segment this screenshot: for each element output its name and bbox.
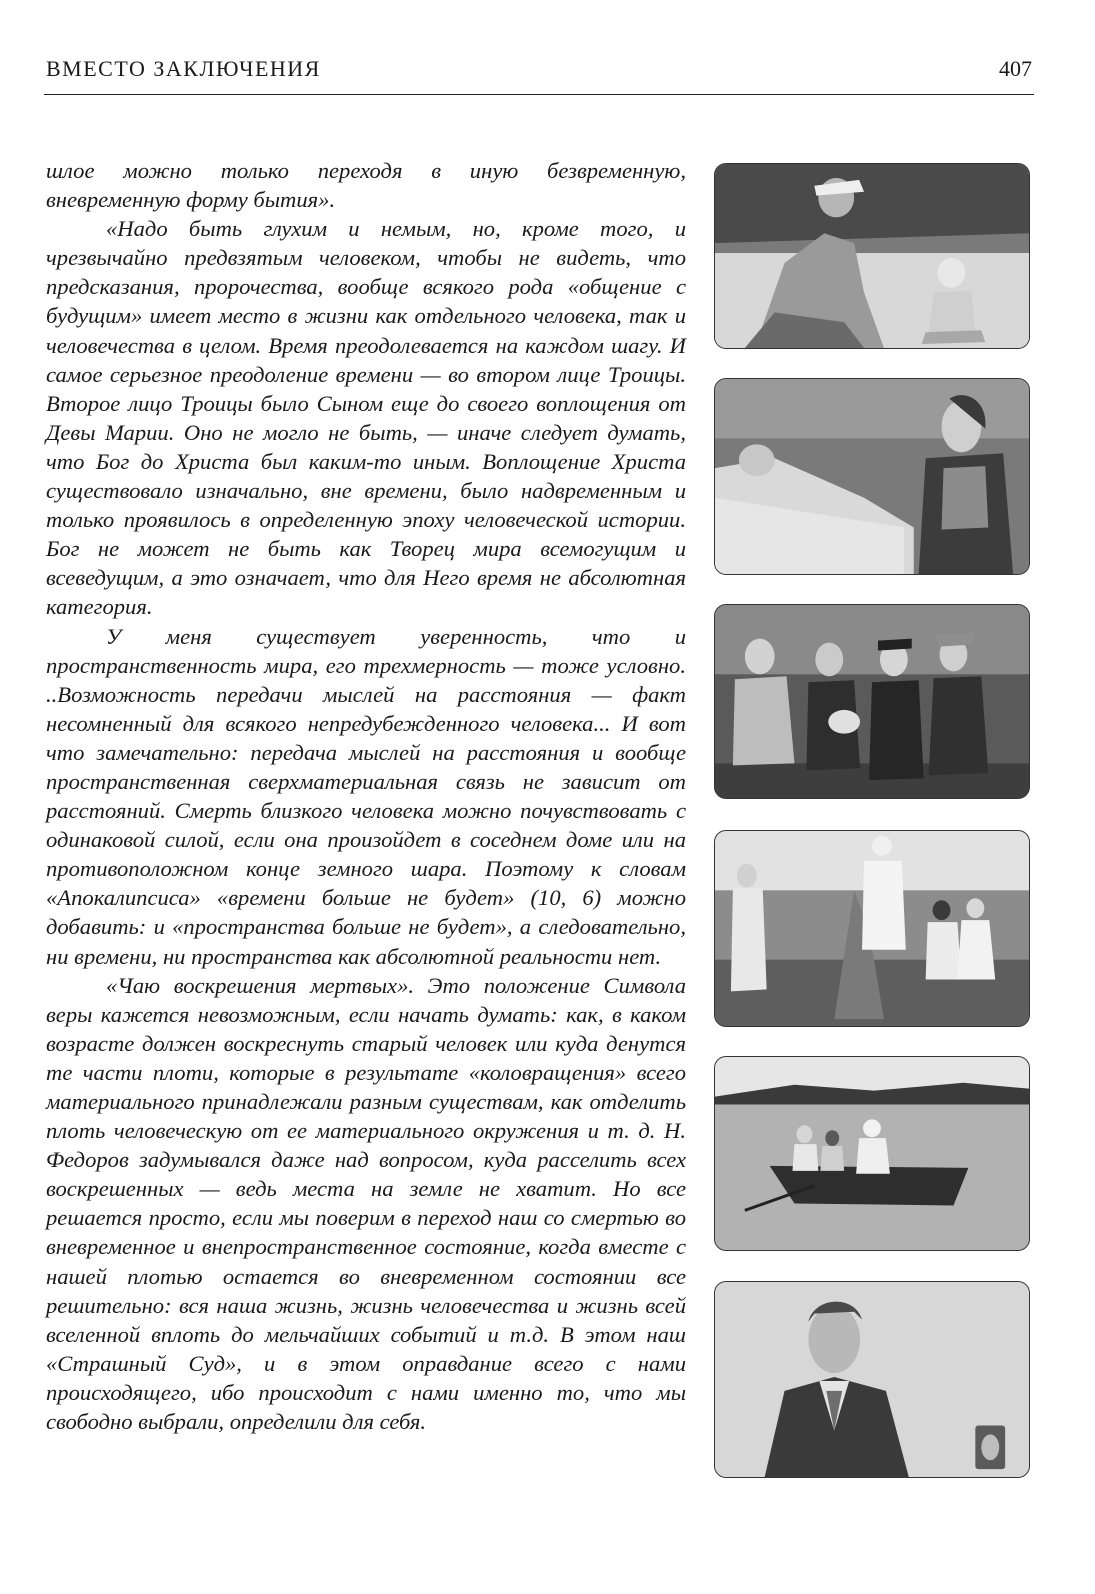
body-text	[46, 156, 686, 1436]
chapter-title: ВМЕСТО ЗАКЛЮЧЕНИЯ	[46, 56, 321, 81]
paragraph: «Надо быть глухим и немым, но, кроме того, и чрезвычайно предвзятым человеком, чтобы не видеть, что предсказания, пророчества, вообще всякого рода «общение с будущим» имеет место в жизни как отдельного человека, так и человечества в целом. Время преодолевается на каждом шагу. И самое серьезное преодоление времени — во втором лице Троицы. Второе лицо Троицы было Сыном еще до своего воплощения от Девы Марии. Оно не могло не быть, — иначе следует думать, что Бог до Христа был каким-то иным. Воплощение Христа существовало изначально, вне времени, было надвременным и только проявилось в определенную эпоху человеческой истории. Бог не может не быть как Творец мира всемогущим и всеведущим, а это означает, что для Него время не абсолютная категория.	[46, 216, 686, 620]
photo-family-sandcastle-on-shore	[714, 830, 1030, 1027]
paragraph: У меня существует уверенность, что и пространственность мира, его трехмерность — тоже условно. ..Возможность передачи мыслей на расстояния — факт несомненный для всякого непредубежденного человека... И вот что замечательно: передача мыслей на расстояния и вообще пространственная сверхматериальная связь не зависит от расстояний. Смерть близкого человека можно почувствовать с одинаковой силой, если она произойдет в соседнем доме или на противоположном конце земного шара. Поэтому к словам «Апокалипсиса» «времени больше не будет» (10, 6) можно добавить: и «пространства больше не будет», а следовательно, ни времени, ни пространства как абсолютной реальности нет.	[46, 623, 686, 969]
photo-man-and-child-on-beach	[714, 163, 1030, 349]
running-header	[44, 54, 1034, 95]
paragraph: «Чаю воскрешения мертвых». Это положение Символа веры кажется невозможным, если начать думать: как, в каком возрасте должен воскреснуть старый человек или куда денутся те части плоти, которые в результате «коловращения» всего материального принадлежали разным существам, как отделить плоть человеческую от ее материального окружения и т. д. Н. Федоров задумывался даже над вопросом, куда расселить всех воскрешенных — ведь места на земле не хватит. Но все решается просто, если мы поверим в переход наш со смертью во вневременное и внепространственное состояние, когда вместе с нашей плотью остается во вневременном состоянии все решительно: вся наша жизнь, жизнь человечества и жизнь всей вселенной вплоть до мельчайших событий и т.д. В этом наш «Страшный Суд», и в этом оправдание всего с нами происходящего, ибо происходит с нами именно то, что мы свободно выбрали, определили для себя.	[46, 972, 686, 1435]
photo-group-on-bench	[714, 604, 1030, 799]
photo-portrait-of-man	[714, 1281, 1030, 1478]
paragraph: шлое можно только переходя в иную безвременную, вневременную форму бытия».	[46, 158, 686, 213]
photo-two-women-indoors	[714, 378, 1030, 575]
photo-rowing-boat-on-lake	[714, 1056, 1030, 1251]
page-number: 407	[999, 56, 1032, 81]
